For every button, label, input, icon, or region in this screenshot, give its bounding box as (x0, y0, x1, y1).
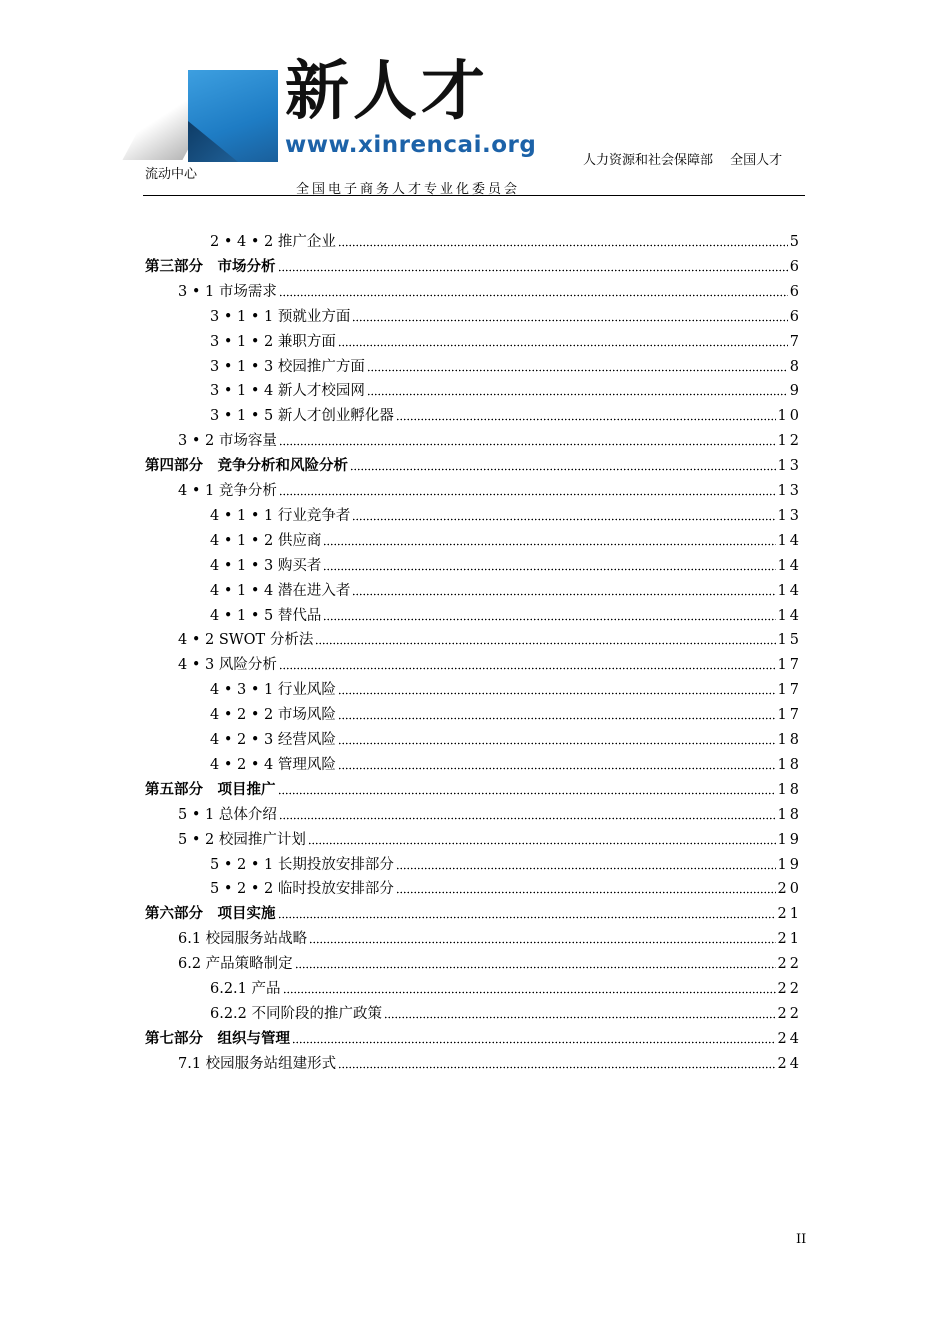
toc-entry[interactable] (210, 404, 802, 426)
toc-entry-title: 4 • 2 • 4 管理风险 (210, 756, 336, 773)
toc-leader-dots (278, 907, 776, 919)
toc-entry[interactable] (210, 753, 802, 775)
toc-leader-dots (323, 559, 775, 571)
toc-entry-page: 15 (777, 632, 802, 649)
toc-entry[interactable] (210, 728, 802, 750)
toc-leader-dots (367, 360, 788, 372)
toc-entry[interactable] (145, 902, 802, 924)
logo-chinese-text: 新人才 (285, 55, 489, 129)
toc-entry[interactable] (210, 554, 802, 576)
toc-entry[interactable] (210, 877, 802, 899)
toc-leader-dots (352, 310, 787, 322)
toc-leader-dots (278, 260, 788, 272)
toc-entry[interactable] (178, 479, 802, 501)
toc-entry-title: 5 • 2 • 2 临时投放安排部分 (210, 881, 394, 898)
toc-leader-dots (350, 459, 776, 471)
toc-leader-dots (279, 658, 776, 670)
toc-entry[interactable] (178, 280, 802, 302)
toc-leader-dots (352, 509, 775, 521)
xinrencai-logo (140, 55, 540, 166)
toc-entry-title: 3 • 1 市场需求 (178, 283, 277, 300)
toc-entry-page: 18 (777, 781, 802, 798)
toc-entry-title: 3 • 1 • 5 新人才创业孵化器 (210, 408, 394, 425)
toc-entry[interactable] (178, 927, 802, 949)
toc-entry[interactable] (178, 803, 802, 825)
toc-entry[interactable] (178, 628, 802, 650)
toc-entry-title: 4 • 1 • 3 购买者 (210, 557, 322, 574)
toc-entry-page: 12 (777, 433, 802, 450)
toc-leader-dots (338, 708, 776, 720)
toc-entry[interactable] (210, 703, 802, 725)
toc-entry-title: 4 • 1 竞争分析 (178, 483, 277, 499)
toc-entry-title: 第四部分 竞争分析和风险分析 (145, 458, 348, 475)
toc-entry-title: 2 • 4 • 2 推广企业 (210, 234, 336, 250)
toc-leader-dots (295, 957, 776, 969)
toc-entry-page: 10 (777, 408, 802, 425)
toc-entry[interactable] (210, 379, 802, 401)
toc-entry[interactable] (210, 504, 802, 526)
toc-leader-dots (279, 484, 776, 496)
toc-entry[interactable] (210, 604, 802, 626)
toc-entry-page: 20 (777, 881, 802, 898)
toc-leader-dots (338, 235, 788, 247)
toc-entry-title: 5 • 2 • 1 长期投放安排部分 (210, 856, 394, 873)
toc-leader-dots (323, 534, 775, 546)
toc-entry-title: 4 • 1 • 1 行业竞争者 (210, 507, 351, 524)
toc-leader-dots (308, 833, 776, 845)
toc-leader-dots (292, 1032, 776, 1044)
toc-entry[interactable] (210, 355, 802, 377)
toc-entry-page: 17 (777, 657, 802, 674)
toc-entry-page: 6 (789, 258, 802, 275)
toc-entry-page: 9 (789, 383, 802, 400)
toc-entry[interactable] (210, 305, 802, 327)
toc-entry-title: 5 • 1 总体介绍 (178, 806, 277, 823)
header-left-text: 流动中心 (145, 167, 198, 182)
header-rule (143, 195, 805, 196)
toc-entry-title: 7.1 校园服务站组建形式 (178, 1055, 337, 1072)
logo-url-text: www.xinrencai.org (285, 132, 537, 158)
toc-entry-title: 6.2.2 不同阶段的推广政策 (210, 1005, 383, 1022)
toc-entry-title: 3 • 1 • 3 校园推广方面 (210, 358, 365, 375)
toc-entry-title: 4 • 3 • 1 行业风险 (210, 682, 336, 699)
toc-entry[interactable] (178, 429, 802, 451)
header-center-text: 全国电子商务人才专业化委员会 (296, 182, 521, 197)
toc-entry-title: 6.2 产品策略制定 (178, 956, 293, 973)
toc-leader-dots (396, 882, 776, 894)
toc-entry[interactable] (178, 653, 802, 675)
toc-entry[interactable] (210, 529, 802, 551)
toc-entry[interactable] (210, 977, 802, 999)
toc-entry-title: 6.2.1 产品 (210, 981, 281, 997)
toc-entry-page: 8 (789, 358, 802, 375)
toc-entry-title: 4 • 2 • 2 市场风险 (210, 707, 336, 724)
toc-entry-page: 14 (777, 582, 802, 599)
toc-leader-dots (396, 409, 776, 421)
toc-entry[interactable] (210, 330, 802, 352)
toc-entry-page: 6 (789, 308, 802, 325)
toc-entry-page: 14 (777, 532, 802, 549)
toc-entry[interactable] (210, 1002, 802, 1024)
toc-leader-dots (315, 633, 775, 645)
toc-leader-dots (279, 285, 788, 297)
toc-leader-dots (367, 384, 788, 396)
toc-leader-dots (338, 733, 776, 745)
toc-entry[interactable] (145, 454, 802, 476)
toc-entry[interactable] (145, 1027, 802, 1049)
toc-entry-page: 14 (777, 557, 802, 574)
toc-entry-page: 22 (777, 1005, 802, 1022)
toc-entry-title: 4 • 2 • 3 经营风险 (210, 732, 336, 748)
toc-leader-dots (279, 808, 776, 820)
toc-entry-title: 3 • 1 • 2 兼职方面 (210, 333, 336, 350)
toc-entry-title: 4 • 1 • 4 潜在进入者 (210, 582, 351, 599)
toc-entry-page: 13 (777, 483, 802, 499)
toc-entry-title: 5 • 2 校园推广计划 (178, 831, 306, 848)
toc-entry-page: 22 (777, 981, 802, 997)
toc-entry-page: 19 (777, 856, 802, 873)
toc-entry[interactable] (210, 230, 802, 252)
toc-entry[interactable] (210, 678, 802, 700)
toc-leader-dots (352, 584, 775, 596)
toc-entry-title: 第六部分 项目实施 (145, 906, 276, 923)
toc-leader-dots (384, 1007, 776, 1019)
toc-entry-page: 7 (789, 333, 802, 350)
toc-leader-dots (279, 434, 776, 446)
page-number: II (796, 1232, 807, 1247)
toc-entry-page: 18 (777, 732, 802, 748)
toc-entry-title: 3 • 1 • 1 预就业方面 (210, 308, 351, 325)
toc-leader-dots (338, 1057, 775, 1069)
toc-entry-title: 4 • 1 • 2 供应商 (210, 532, 322, 549)
toc-leader-dots (338, 683, 776, 695)
toc-entry-title: 第七部分 组织与管理 (145, 1030, 290, 1047)
toc-entry-title: 第三部分 市场分析 (145, 258, 276, 275)
toc-entry-page: 13 (777, 458, 802, 475)
toc-leader-dots (338, 335, 788, 347)
toc-leader-dots (323, 609, 775, 621)
toc-entry-page: 13 (777, 507, 802, 524)
toc-entry[interactable] (178, 1052, 802, 1074)
toc-entry-page: 5 (789, 234, 802, 250)
toc-entry-page: 21 (777, 906, 802, 923)
toc-entry-page: 18 (777, 756, 802, 773)
toc-entry-page: 6 (789, 283, 802, 300)
toc-entry-page: 17 (777, 682, 802, 699)
toc-entry-title: 4 • 1 • 5 替代品 (210, 607, 322, 624)
toc-leader-dots (338, 758, 776, 770)
toc-leader-dots (309, 932, 775, 944)
toc-entry-page: 21 (777, 931, 802, 948)
toc-leader-dots (396, 858, 776, 870)
toc-entry[interactable] (210, 579, 802, 601)
toc-entry[interactable] (210, 853, 802, 875)
toc-entry[interactable] (145, 778, 802, 800)
toc-entry-page: 18 (777, 806, 802, 823)
toc-entry[interactable] (178, 952, 802, 974)
toc-entry-title: 3 • 2 市场容量 (178, 433, 277, 450)
toc-entry[interactable] (145, 255, 802, 277)
toc-entry-page: 24 (777, 1055, 802, 1072)
toc-leader-dots (278, 783, 776, 795)
toc-entry-page: 14 (777, 607, 802, 624)
toc-entry-title: 4 • 3 风险分析 (178, 657, 277, 674)
toc-entry-page: 24 (777, 1030, 802, 1047)
toc-entry-title: 6.1 校园服务站战略 (178, 931, 308, 948)
toc-entry[interactable] (178, 828, 802, 850)
toc-leader-dots (283, 982, 776, 994)
toc-entry-page: 22 (777, 956, 802, 973)
toc-entry-title: 3 • 1 • 4 新人才校园网 (210, 383, 365, 400)
toc-entry-page: 17 (777, 707, 802, 724)
toc-entry-title: 4 • 2 SWOT 分析法 (178, 632, 314, 649)
toc-entry-title: 第五部分 项目推广 (145, 781, 276, 798)
toc-entry-page: 19 (777, 831, 802, 848)
header-right-text: 人力资源和社会保障部 全国人才 (583, 153, 783, 168)
